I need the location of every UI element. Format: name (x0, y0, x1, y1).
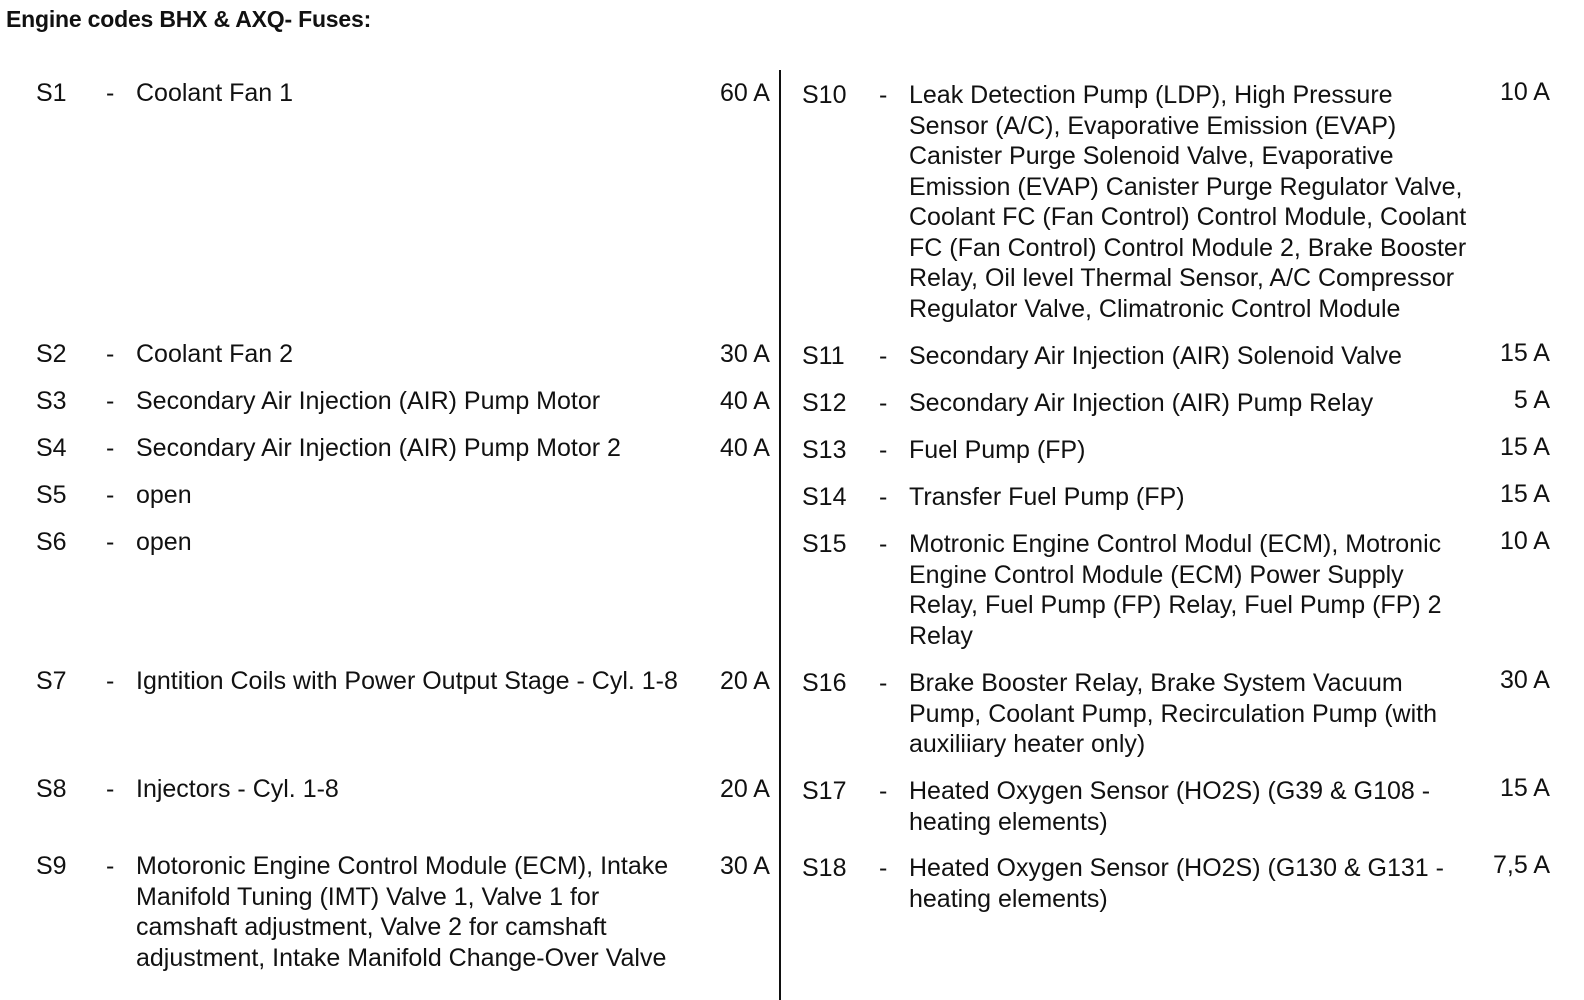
fuse-amperage: 10 A (1499, 527, 1550, 555)
fuse-description: Coolant Fan 1 (136, 79, 294, 107)
separator-dash: - (879, 854, 888, 882)
fuse-amperage: 40 A (719, 434, 770, 462)
fuse-code: S17 (802, 777, 847, 805)
fuse-description: Secondary Air Injection (AIR) Pump Relay (909, 389, 1374, 417)
fuse-code: S13 (802, 436, 847, 464)
separator-dash: - (879, 777, 888, 805)
fuse-description: Coolant Fan 2 (136, 340, 294, 368)
fuse-description: Fuel Pump (FP) (909, 436, 1086, 464)
fuse-amperage: 30 A (719, 340, 770, 368)
fuse-amperage: 15 A (1499, 433, 1550, 461)
fuse-amperage: 20 A (719, 667, 770, 695)
fuse-code: S16 (802, 669, 847, 697)
fuse-code: S18 (802, 854, 847, 882)
separator-dash: - (106, 528, 115, 556)
fuse-code: S12 (802, 389, 847, 417)
separator-dash: - (106, 481, 115, 509)
fuse-description: Leak Detection Pump (LDP), High Pressure Sensor (A/C), Evaporative Emission (EVAP) Canister Purge Solenoid Valve, Evaporative Emission (EVAP) Canister Purge Regulator Valve, Coolant FC (Fan Control) Control Module, Coolant FC (Fan Control) Control Module 2, Brake Booster Relay, Oil level Thermal Sensor, A/C Compressor Regulator Valve, Climatronic Control Module (909, 81, 1467, 323)
fuse-code: S9 (36, 852, 67, 880)
separator-dash: - (879, 81, 888, 109)
separator-dash: - (879, 389, 888, 417)
fuse-amperage: 5 A (1513, 386, 1550, 414)
separator-dash: - (106, 667, 115, 695)
fuse-code: S4 (36, 434, 67, 462)
separator-dash: - (106, 79, 115, 107)
fuse-description: Igntition Coils with Power Output Stage - Cyl. 1-8 (136, 667, 678, 695)
fuse-description: Heated Oxygen Sensor (HO2S) (G130 & G131 - heating elements) (909, 854, 1444, 913)
fuse-code: S2 (36, 340, 67, 368)
fuse-code: S10 (802, 81, 847, 109)
fuse-code: S5 (36, 481, 67, 509)
fuse-amperage: 20 A (719, 775, 770, 803)
fuse-code: S3 (36, 387, 67, 415)
fuse-amperage: 30 A (719, 852, 770, 880)
fuse-amperage: 15 A (1499, 774, 1550, 802)
fuse-description: Motoronic Engine Control Module (ECM), Intake Manifold Tuning (IMT) Valve 1, Valve 1 for camshaft adjustment, Valve 2 for camshaft adjustment, Intake Manifold Change-Over Valve (136, 852, 669, 972)
fuse-amperage: 60 A (719, 79, 770, 107)
separator-dash: - (879, 436, 888, 464)
fuse-amperage: 7,5 A (1493, 851, 1550, 879)
fuse-code: S11 (802, 342, 845, 370)
fuse-description: Transfer Fuel Pump (FP) (909, 483, 1185, 511)
fuse-description: Secondary Air Injection (AIR) Pump Motor (136, 387, 601, 415)
separator-dash: - (879, 530, 888, 558)
fuse-amperage: 10 A (1499, 78, 1550, 106)
separator-dash: - (106, 340, 115, 368)
separator-dash: - (879, 483, 888, 511)
fuse-description: Motronic Engine Control Modul (ECM), Motronic Engine Control Module (ECM) Power Supply Relay, Fuel Pump (FP) Relay, Fuel Pump (FP) 2 Relay (909, 530, 1442, 650)
page-title: Engine codes BHX & AXQ- Fuses: (6, 6, 372, 32)
fuse-amperage: 30 A (1499, 666, 1550, 694)
fuse-code: S14 (802, 483, 847, 511)
fuse-code: S8 (36, 775, 67, 803)
fuse-code: S15 (802, 530, 847, 558)
fuse-description: Secondary Air Injection (AIR) Pump Motor 2 (136, 434, 621, 462)
fuse-description: Brake Booster Relay, Brake System Vacuum Pump, Coolant Pump, Recirculation Pump (with auxiliiary heater only) (909, 669, 1438, 758)
fuse-description: Heated Oxygen Sensor (HO2S) (G39 & G108 - heating elements) (909, 777, 1431, 836)
separator-dash: - (106, 434, 115, 462)
fuse-amperage: 15 A (1499, 339, 1550, 367)
separator-dash: - (106, 852, 115, 880)
fuse-description: Secondary Air Injection (AIR) Solenoid Valve (909, 342, 1402, 370)
fuse-amperage: 40 A (719, 387, 770, 415)
fuse-description: Injectors - Cyl. 1-8 (136, 775, 339, 803)
separator-dash: - (106, 387, 115, 415)
separator-dash: - (106, 775, 115, 803)
fuse-code: S6 (36, 528, 67, 556)
fuse-amperage: 15 A (1499, 480, 1550, 508)
fuse-description: open (136, 528, 192, 556)
fuse-code: S1 (36, 79, 67, 107)
fuse-code: S7 (36, 667, 67, 695)
separator-dash: - (879, 669, 888, 697)
fuse-description: open (136, 481, 192, 509)
separator-dash: - (879, 342, 888, 370)
